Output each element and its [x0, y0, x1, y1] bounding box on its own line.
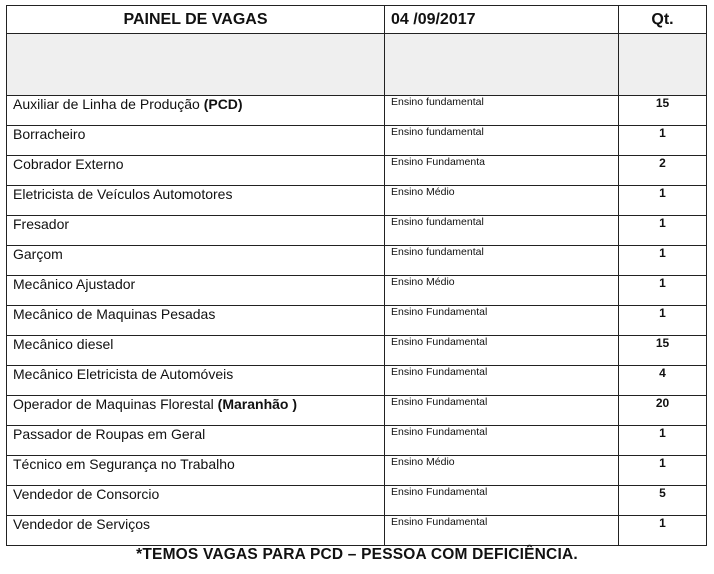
vacancy-quantity: 1 [619, 306, 707, 336]
vacancy-quantity: 1 [619, 276, 707, 306]
job-title-cell [7, 336, 385, 366]
education-level: Ensino Fundamental [385, 486, 619, 516]
job-title: Passador de Roupas em Geral [13, 426, 206, 442]
education-level: Ensino fundamental [385, 96, 619, 126]
job-title-cell [7, 246, 385, 276]
table-row [7, 336, 707, 366]
job-title: Técnico em Segurança no Trabalho [13, 456, 235, 472]
vacancy-quantity: 20 [619, 396, 707, 426]
table-row [7, 246, 707, 276]
vacancy-quantity: 1 [619, 456, 707, 486]
education-level: Ensino Fundamental [385, 516, 619, 546]
education-level: Ensino Fundamental [385, 306, 619, 336]
education-level: Ensino fundamental [385, 126, 619, 156]
table-row [7, 426, 707, 456]
table-row [7, 126, 707, 156]
table-row [7, 186, 707, 216]
job-title-cell [7, 456, 385, 486]
panel-date: 04 /09/2017 [385, 6, 619, 34]
education-level: Ensino Fundamental [385, 336, 619, 366]
table-row [7, 456, 707, 486]
job-title: Mecânico de Maquinas Pesadas [13, 306, 216, 322]
table-row [7, 216, 707, 246]
job-title-cell [7, 366, 385, 396]
table-row [7, 366, 707, 396]
job-title: Garçom [13, 246, 63, 262]
vacancy-quantity: 1 [619, 186, 707, 216]
vacancy-quantity: 5 [619, 486, 707, 516]
job-title-cell [7, 126, 385, 156]
spacer-cell [385, 34, 619, 96]
job-title: Mecânico Eletricista de Automóveis [13, 366, 234, 382]
spacer-cell [7, 34, 385, 96]
education-level: Ensino Médio [385, 456, 619, 486]
vacancy-quantity: 1 [619, 216, 707, 246]
job-title-cell [7, 186, 385, 216]
table-row [7, 276, 707, 306]
job-title-cell [7, 426, 385, 456]
job-title-cell [7, 516, 385, 546]
job-title-cell [7, 396, 385, 426]
table-row [7, 306, 707, 336]
education-level: Ensino fundamental [385, 246, 619, 276]
quantity-header: Qt. [619, 6, 707, 34]
spacer-cell [619, 34, 707, 96]
vacancy-quantity: 15 [619, 96, 707, 126]
job-title-cell [7, 96, 385, 126]
pcd-footer-note: *TEMOS VAGAS PARA PCD – PESSOA COM DEFICIÊNCIA. [136, 546, 578, 563]
vacancy-quantity: 2 [619, 156, 707, 186]
job-title: Eletricista de Veículos Automotores [13, 186, 233, 202]
table-row [7, 396, 707, 426]
education-level: Ensino fundamental [385, 216, 619, 246]
table-row [7, 516, 707, 546]
job-title: Borracheiro [13, 126, 86, 142]
vacancy-quantity: 1 [619, 246, 707, 276]
vacancy-quantity: 4 [619, 366, 707, 396]
job-note: (PCD) [203, 96, 243, 112]
job-title-cell [7, 276, 385, 306]
job-note: (Maranhão ) [217, 396, 298, 412]
education-level: Ensino Fundamental [385, 426, 619, 456]
job-title: Mecânico Ajustador [13, 276, 136, 292]
job-title-cell [7, 216, 385, 246]
job-title: Mecânico diesel [13, 336, 114, 352]
vacancy-quantity: 1 [619, 516, 707, 546]
table-header-row [7, 6, 707, 34]
job-title: Fresador [13, 216, 70, 232]
table-row [7, 96, 707, 126]
job-title-cell [7, 156, 385, 186]
job-title-cell [7, 486, 385, 516]
vacancy-quantity: 15 [619, 336, 707, 366]
job-vacancies-table [6, 5, 707, 546]
education-level: Ensino Fundamental [385, 396, 619, 426]
job-title: Vendedor de Consorcio [13, 486, 160, 502]
job-title: Operador de Maquinas Florestal [13, 396, 214, 412]
education-level: Ensino Médio [385, 186, 619, 216]
job-title: Auxiliar de Linha de Produção [13, 96, 200, 112]
job-title: Cobrador Externo [13, 156, 124, 172]
table-row [7, 486, 707, 516]
blank-spacer-row [7, 34, 707, 96]
table-row [7, 156, 707, 186]
education-level: Ensino Médio [385, 276, 619, 306]
education-level: Ensino Fundamental [385, 366, 619, 396]
vacancy-quantity: 1 [619, 426, 707, 456]
job-title: Vendedor de Serviços [13, 516, 150, 532]
education-level: Ensino Fundamenta [385, 156, 619, 186]
job-title-cell [7, 306, 385, 336]
vacancy-quantity: 1 [619, 126, 707, 156]
panel-title: PAINEL DE VAGAS [7, 6, 385, 34]
